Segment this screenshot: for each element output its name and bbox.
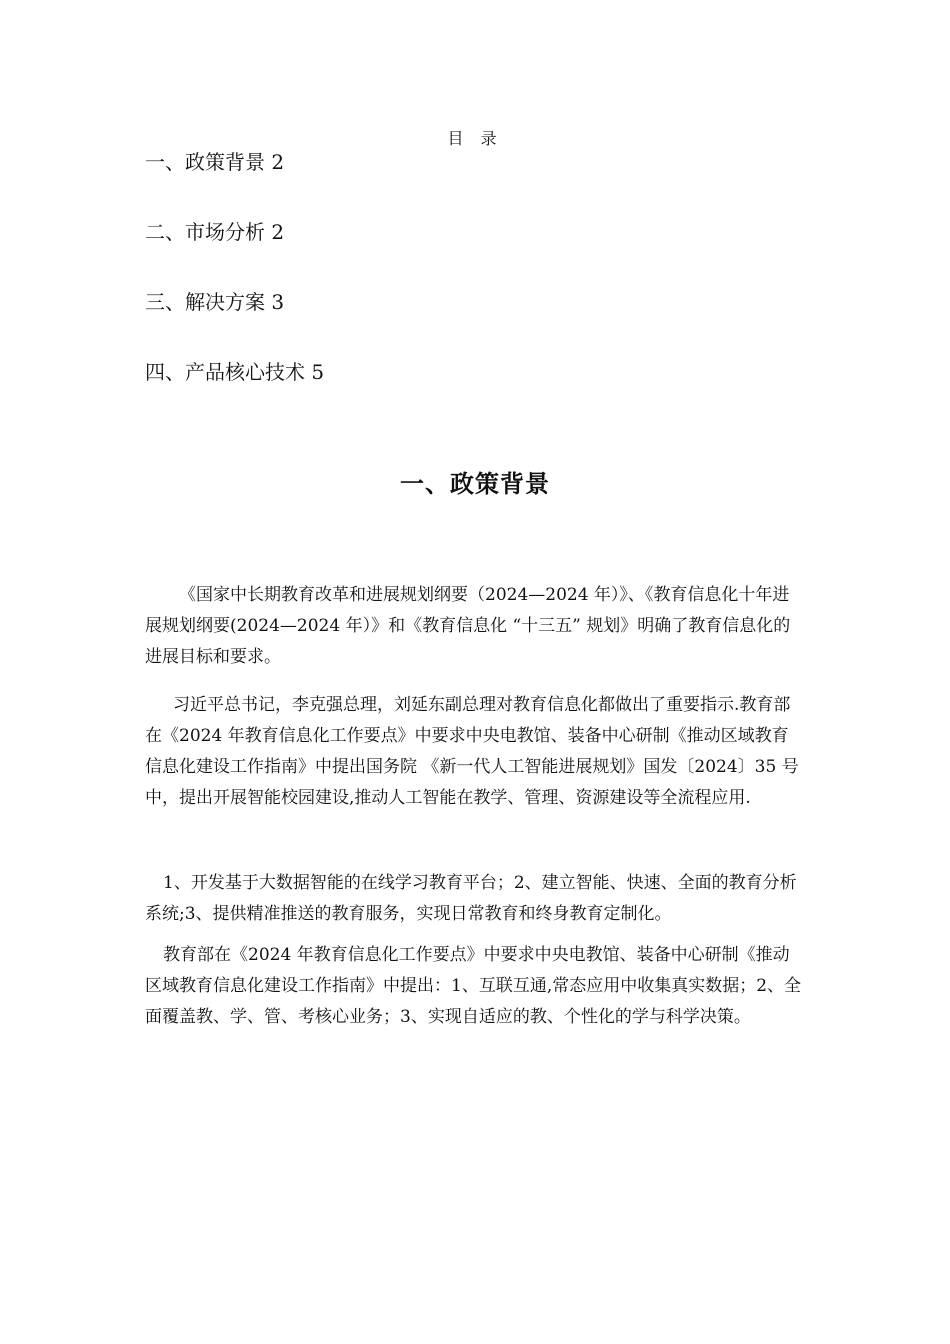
toc-item-policy-background[interactable]: 一、政策背景 2 (145, 150, 285, 174)
toc-item-market-analysis[interactable]: 二、市场分析 2 (145, 220, 285, 244)
paragraph-leadership-instructions: 习近平总书记，李克强总理，刘延东副总理对教育信息化都做出了重要指示.教育部在《2024 年教育信息化工作要点》中要求中央电教馆、装备中心研制《推动区域教育信息化建设工作指南》中提出国务院 《新一代人工智能进展规划》国发〔2024〕35 号中，提出开展智能校园建设,推动人工智能在教学、管理、资源建设等全流程应用. (145, 695, 799, 808)
section-heading-policy-background: 一、政策背景 (400, 469, 550, 498)
paragraph-ministry-guidelines: 教育部在《2024 年教育信息化工作要点》中要求中央电教馆、装备中心研制《推动区域教育信息化建设工作指南》中提出：1、互联互通,常态应用中收集真实数据；2、全面覆盖教、学、管、考核心业务；3、实现自适应的教、个性化的学与科学决策。 (145, 945, 802, 1027)
toc-item-core-technology[interactable]: 四、产品核心技术 5 (145, 360, 325, 384)
paragraph-platform-goals: 1、开发基于大数据智能的在线学习教育平台；2、建立智能、快速、全面的教育分析系统;3、提供精准推送的教育服务，实现日常教育和终身教育定制化。 (145, 873, 797, 924)
toc-item-solution[interactable]: 三、解决方案 3 (145, 290, 285, 314)
toc-title: 目 录 (447, 129, 503, 148)
paragraph-planning-outlines: 《国家中长期教育改革和进展规划纲要（2024—2024 年）》、《教育信息化十年进展规划纲要(2024—2024 年）》和《教育信息化 “十三五” 规划》明确了教育信息化的进展目标和要求。 (145, 585, 791, 667)
